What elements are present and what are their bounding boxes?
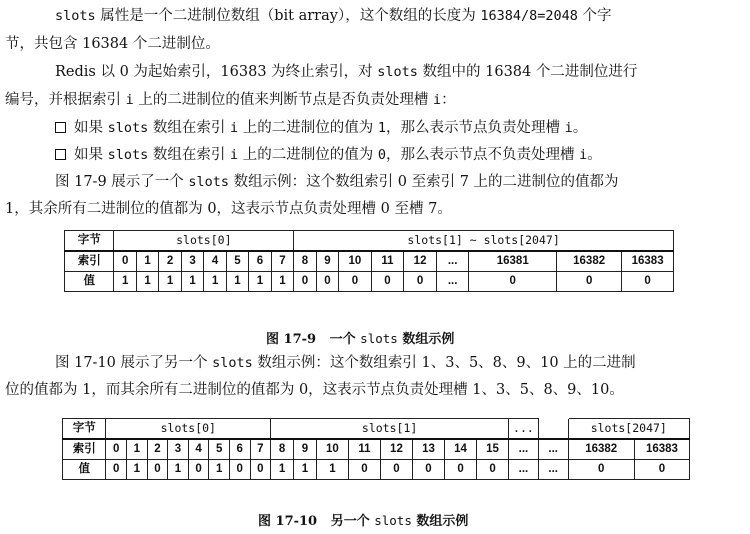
row-label: 字节 bbox=[65, 231, 114, 252]
index-cell: 8 bbox=[294, 251, 316, 272]
value-cell: 0 bbox=[557, 272, 622, 292]
text: 。 bbox=[572, 120, 588, 136]
value-cell: ... bbox=[436, 272, 469, 292]
index-cell: 7 bbox=[250, 439, 271, 460]
value-cell: 0 bbox=[622, 272, 674, 292]
figure-caption bbox=[258, 509, 468, 534]
value-cell: 1 bbox=[168, 460, 189, 480]
row-label: 索引 bbox=[65, 251, 114, 272]
inline-code: 0 bbox=[377, 147, 386, 163]
value-cell: 0 bbox=[469, 272, 557, 292]
value-cell: ... bbox=[509, 460, 539, 480]
value-cell: 0 bbox=[371, 272, 404, 292]
text: 属性是一个二进制位数组（bit array），这个数组的长度为 bbox=[95, 8, 481, 24]
value-cell: 1 bbox=[294, 460, 317, 480]
value-cell: 0 bbox=[294, 272, 316, 292]
value-cell: 1 bbox=[271, 460, 294, 480]
index-cell: 8 bbox=[271, 439, 294, 460]
caption-number: 图 17-9 bbox=[266, 332, 317, 347]
text: 编号，并根据索引 bbox=[5, 92, 126, 108]
index-cell: 0 bbox=[114, 251, 136, 272]
text: ，那么表示节点不负责处理槽 bbox=[385, 147, 580, 163]
index-cell: 2 bbox=[147, 439, 168, 460]
text: 个字 bbox=[577, 8, 612, 24]
inline-code: i bbox=[229, 120, 239, 136]
bullet-item bbox=[55, 116, 587, 140]
index-cell: 12 bbox=[404, 251, 437, 272]
index-cell: 12 bbox=[380, 439, 412, 460]
para1-line1 bbox=[55, 4, 611, 28]
value-cell: 1 bbox=[226, 272, 248, 292]
para3-line1 bbox=[55, 170, 619, 194]
text: 数组示例：这个数组索引 0 至索引 7 上的二进制位的值都为 bbox=[229, 174, 619, 190]
index-cell: 16382 bbox=[568, 439, 634, 460]
index-cell: 0 bbox=[106, 439, 127, 460]
byte-header: slots[1] bbox=[271, 419, 509, 440]
table-row-index bbox=[65, 251, 674, 272]
inline-code: slots bbox=[212, 355, 253, 371]
figure-caption bbox=[266, 327, 454, 352]
index-cell: 15 bbox=[477, 439, 509, 460]
text: Redis 以 0 为起始索引，16383 为终止索引，对 bbox=[55, 64, 378, 80]
table-row-index bbox=[63, 439, 690, 460]
text: 上的二进制位的值来判断节点是否负责处理槽 bbox=[133, 92, 433, 108]
index-cell: ... bbox=[509, 439, 539, 460]
value-cell: 0 bbox=[380, 460, 412, 480]
value-cell: 1 bbox=[127, 460, 148, 480]
text: 数组在索引 bbox=[148, 120, 230, 136]
text: 上的二进制位的值为 bbox=[238, 120, 378, 136]
value-cell: ... bbox=[538, 460, 568, 480]
value-cell: 0 bbox=[229, 460, 250, 480]
byte-header: ... bbox=[509, 419, 539, 440]
bullet-item bbox=[55, 143, 602, 167]
table-row-bytes bbox=[63, 419, 690, 440]
caption-number: 图 17-10 bbox=[258, 514, 318, 529]
index-cell: 7 bbox=[271, 251, 293, 272]
value-cell: 1 bbox=[209, 460, 230, 480]
index-cell: 11 bbox=[348, 439, 380, 460]
inline-code: slots bbox=[55, 8, 96, 24]
row-label: 值 bbox=[63, 460, 106, 480]
index-cell: 16382 bbox=[557, 251, 622, 272]
value-cell: 0 bbox=[316, 272, 338, 292]
byte-header: slots[0] bbox=[106, 419, 271, 440]
text: 图 17-9 展示了一个 bbox=[55, 174, 189, 190]
inline-code: slots bbox=[377, 64, 418, 80]
text: 。 bbox=[587, 147, 602, 163]
para3-line2: 1，其余所有二进制位的值都为 0，这表示节点负责处理槽 0 至槽 7。 bbox=[5, 201, 452, 217]
row-label: 值 bbox=[65, 272, 114, 292]
index-cell: 1 bbox=[127, 439, 148, 460]
table-row-bytes bbox=[65, 231, 674, 252]
value-cell: 1 bbox=[181, 272, 203, 292]
text: 数组示例 bbox=[397, 332, 455, 347]
index-cell: 10 bbox=[316, 439, 348, 460]
value-cell: 0 bbox=[404, 272, 437, 292]
para2-line1 bbox=[55, 60, 637, 84]
para4-line1 bbox=[55, 351, 636, 375]
index-cell: 16381 bbox=[469, 251, 557, 272]
value-cell: 0 bbox=[568, 460, 634, 480]
para1-line2: 节，共包含 16384 个二进制位。 bbox=[5, 36, 220, 52]
index-cell: 2 bbox=[159, 251, 181, 272]
slots-table-1 bbox=[64, 230, 674, 292]
value-cell: 1 bbox=[271, 272, 293, 292]
index-cell: 16383 bbox=[634, 439, 689, 460]
inline-code: i bbox=[432, 92, 442, 108]
value-cell: 1 bbox=[159, 272, 181, 292]
index-cell: 9 bbox=[316, 251, 338, 272]
inline-code: 16384/8=2048 bbox=[480, 8, 578, 24]
index-cell: 3 bbox=[181, 251, 203, 272]
value-cell: 0 bbox=[477, 460, 509, 480]
text: ： bbox=[441, 92, 456, 108]
text: 上的二进制位的值为 bbox=[238, 147, 378, 163]
inline-code: slots bbox=[107, 120, 149, 136]
text: 数组示例 bbox=[411, 514, 469, 529]
index-cell: 5 bbox=[226, 251, 248, 272]
inline-code: slots bbox=[107, 147, 149, 163]
inline-code: slots bbox=[360, 331, 398, 346]
value-cell: 1 bbox=[204, 272, 226, 292]
value-cell: 0 bbox=[106, 460, 127, 480]
index-cell: ... bbox=[538, 439, 568, 460]
value-cell: 1 bbox=[114, 272, 136, 292]
text: 一个 bbox=[329, 332, 361, 347]
value-cell: 0 bbox=[348, 460, 380, 480]
table-row-value bbox=[65, 272, 674, 292]
text: 数组中的 16384 个二进制位进行 bbox=[417, 64, 638, 80]
inline-code: 1 bbox=[377, 120, 386, 136]
table-gap bbox=[538, 419, 568, 440]
value-cell: 0 bbox=[147, 460, 168, 480]
byte-header: slots[2047] bbox=[568, 419, 689, 440]
inline-code: i bbox=[564, 120, 573, 136]
value-cell: 0 bbox=[634, 460, 689, 480]
inline-code: i bbox=[579, 147, 588, 163]
byte-header: slots[0] bbox=[114, 231, 294, 252]
text: 另一个 bbox=[330, 514, 375, 529]
text: 数组在索引 bbox=[148, 147, 230, 163]
value-cell: 0 bbox=[339, 272, 372, 292]
index-cell: 16383 bbox=[622, 251, 674, 272]
index-cell: 4 bbox=[188, 439, 209, 460]
table-row-value bbox=[63, 460, 690, 480]
para2-line2 bbox=[5, 88, 456, 112]
value-cell: 1 bbox=[136, 272, 158, 292]
index-cell: 10 bbox=[339, 251, 372, 272]
index-cell: 3 bbox=[168, 439, 189, 460]
index-cell: 1 bbox=[136, 251, 158, 272]
index-cell: ... bbox=[436, 251, 469, 272]
para4-line2: 位的值都为 1，而其余所有二进制位的值都为 0，这表示节点负责处理槽 1、3、5、8、9、10。 bbox=[5, 382, 624, 398]
value-cell: 0 bbox=[412, 460, 444, 480]
text: ，那么表示节点负责处理槽 bbox=[385, 120, 565, 136]
value-cell: 1 bbox=[316, 460, 348, 480]
value-cell: 0 bbox=[445, 460, 477, 480]
value-cell: 0 bbox=[188, 460, 209, 480]
index-cell: 6 bbox=[249, 251, 271, 272]
index-cell: 13 bbox=[412, 439, 444, 460]
row-label: 字节 bbox=[63, 419, 106, 440]
checkbox-bullet-icon bbox=[55, 122, 66, 133]
slots-table-2 bbox=[62, 418, 690, 480]
text: 如果 bbox=[74, 120, 108, 136]
inline-code: slots bbox=[374, 513, 412, 528]
index-cell: 4 bbox=[204, 251, 226, 272]
inline-code: slots bbox=[188, 174, 230, 190]
inline-code: i bbox=[229, 147, 239, 163]
inline-code: i bbox=[125, 92, 134, 108]
index-cell: 6 bbox=[229, 439, 250, 460]
index-cell: 9 bbox=[294, 439, 317, 460]
value-cell: 0 bbox=[250, 460, 271, 480]
text: 如果 bbox=[74, 147, 108, 163]
row-label: 索引 bbox=[63, 439, 106, 460]
byte-header: slots[1] ~ slots[2047] bbox=[294, 231, 674, 252]
text: 图 17-10 展示了另一个 bbox=[55, 355, 213, 371]
checkbox-bullet-icon bbox=[55, 149, 66, 160]
index-cell: 11 bbox=[371, 251, 404, 272]
index-cell: 14 bbox=[445, 439, 477, 460]
text: 数组示例：这个数组索引 1、3、5、8、9、10 上的二进制 bbox=[252, 355, 636, 371]
value-cell: 1 bbox=[249, 272, 271, 292]
index-cell: 5 bbox=[209, 439, 230, 460]
